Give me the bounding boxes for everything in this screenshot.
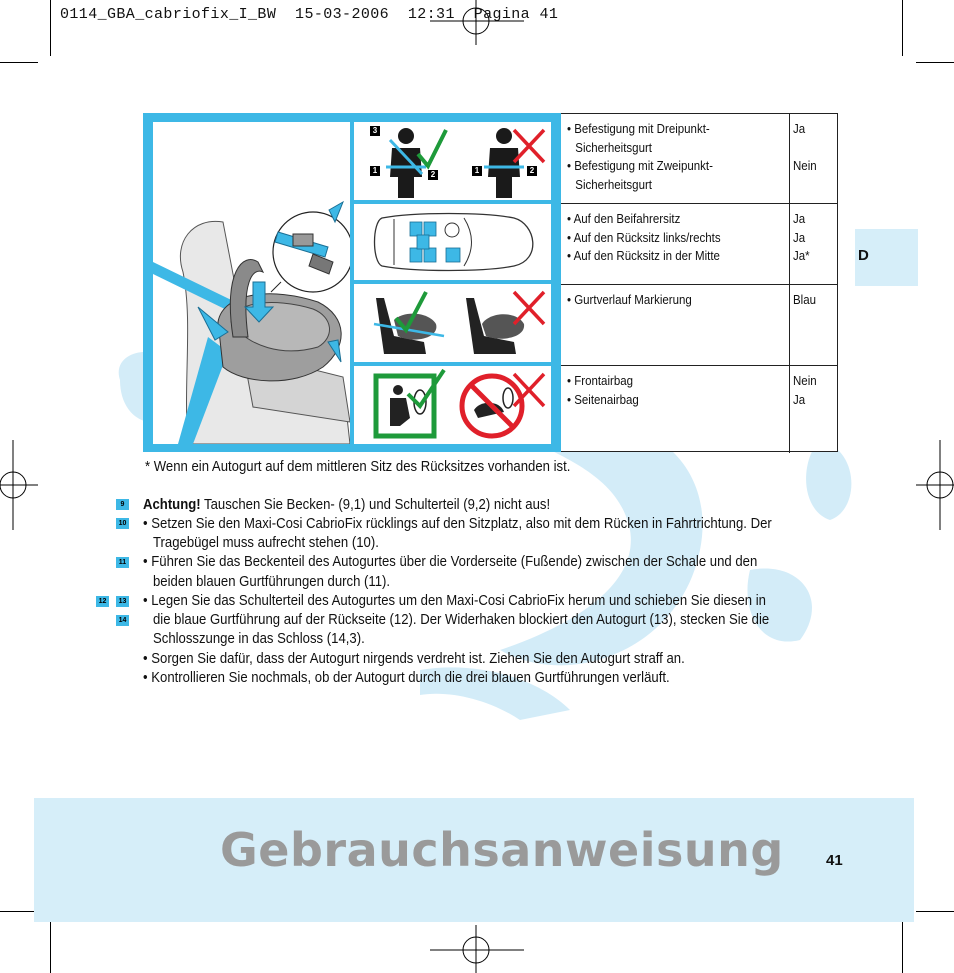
panel-number: 3: [370, 126, 380, 136]
table-cell-label: • Auf den Beifahrersitz • Auf den Rücksitz links/rechts • Auf den Rücksitz in der Mitte: [567, 212, 721, 264]
panel-belt-type: [354, 122, 551, 200]
print-slug: 0114_GBA_cabriofix_I_BW 15-03-2006 12:31 Pagina 41: [60, 6, 559, 23]
seat-illustration-panel: [153, 122, 350, 444]
table-row: [561, 285, 837, 366]
instruction-line: beiden blauen Gurtführungen durch (11).: [153, 574, 391, 590]
instruction-line: • Sorgen Sie dafür, dass der Autogurt nirgends verdreht ist. Ziehen Sie den Autogurt straff an.: [143, 651, 685, 667]
page-number: 41: [826, 852, 843, 869]
warning-line: [143, 496, 550, 515]
panel-number: 2: [527, 166, 537, 176]
table-row: [561, 114, 837, 204]
instruction-line: Tragebügel muss aufrecht stehen (10).: [153, 535, 379, 551]
table-cell-value: Blau: [793, 293, 817, 307]
table-cell-label: • Frontairbag • Seitenairbag: [567, 374, 639, 407]
table-cell-value: Nein Ja: [793, 374, 817, 407]
table-cell-value: Ja Nein: [793, 122, 817, 174]
step-badge: 12: [96, 596, 109, 607]
compatibility-table: [561, 113, 838, 452]
instruction-line: • Setzen Sie den Maxi-Cosi CabrioFix rücklings auf den Sitzplatz, also mit dem Rücken in Fahrtrichtung. Der: [143, 516, 772, 532]
panel-number: 2: [428, 170, 438, 180]
car-top-view-icon: [354, 204, 551, 280]
panel-car-positions: [354, 204, 551, 280]
instruction-line: • Legen Sie das Schulterteil des Autogurtes um den Maxi-Cosi CabrioFix herum und schieben Sie diesen in: [143, 593, 766, 609]
table-cell-value: Ja Ja Ja*: [793, 212, 810, 264]
panel-number: 1: [370, 166, 380, 176]
instruction-line: • Führen Sie das Beckenteil des Autogurtes über die Vorderseite (Fußende) zwischen der Schale und den: [143, 554, 758, 570]
warning-text: Tauschen Sie Becken- (9,1) und Schulterteil (9,2) nicht aus!: [200, 497, 551, 513]
section-tab-label: D: [858, 247, 869, 264]
footer-title: Gebrauchsanweisung: [220, 823, 784, 877]
panel-number: 1: [472, 166, 482, 176]
warning-label: Achtung!: [143, 497, 201, 513]
instruction-line: • Kontrollieren Sie nochmals, ob der Autogurt durch die drei blauen Gurtführungen verläuft.: [143, 670, 670, 686]
section-tab: [855, 229, 918, 286]
step-badge: 13: [116, 596, 129, 607]
instruction-line: die blaue Gurtführung auf der Rückseite (12). Der Widerhaken blockiert den Autogurt (13), stecken Sie die: [153, 612, 770, 628]
panel-belt-routing: [354, 284, 551, 362]
table-cell-label: • Gurtverlauf Markierung: [567, 293, 692, 307]
table-row: [561, 366, 837, 453]
panel-airbag: [354, 366, 551, 444]
footnote: * Wenn ein Autogurt auf dem mittleren Sitz des Rücksitzes vorhanden ist.: [145, 459, 571, 475]
car-seat-illustration: [153, 122, 350, 444]
step-badge: 9: [116, 499, 129, 510]
table-cell-label: • Befestigung mit Dreipunkt- Sicherheitsgurt • Befestigung mit Zweipunkt- Sicherheitsgurt: [567, 122, 713, 192]
step-badge: 14: [116, 615, 129, 626]
instruction-line: Schlosszunge in das Schloss (14,3).: [153, 631, 365, 647]
step-badge: 11: [116, 557, 129, 568]
step-badge: 10: [116, 518, 129, 529]
table-row: [561, 204, 837, 285]
